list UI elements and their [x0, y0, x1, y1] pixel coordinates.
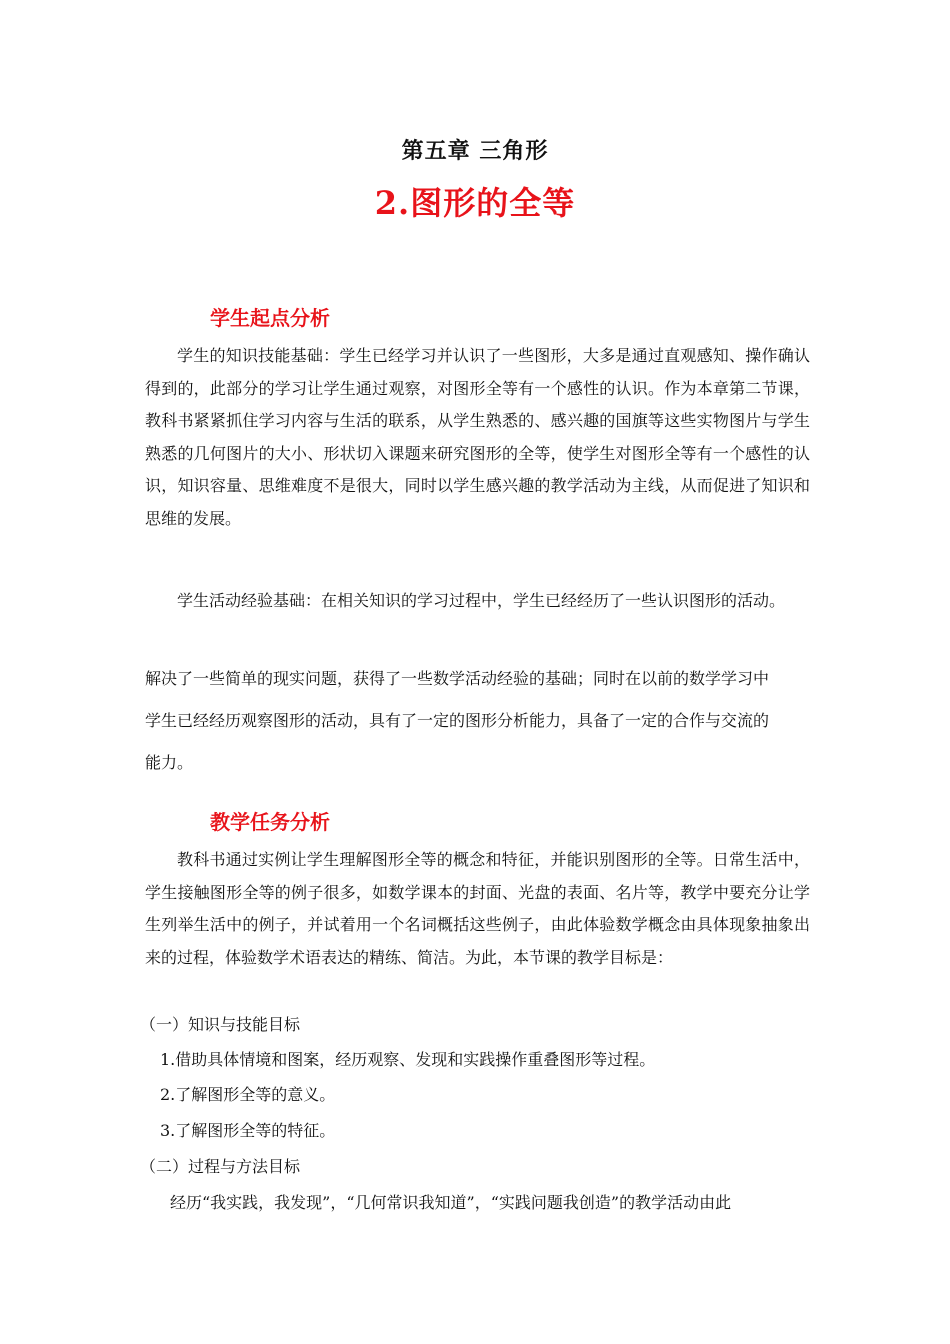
- goal-process-methods-title: （二）过程与方法目标: [140, 1157, 301, 1176]
- paragraph-teaching-task: 教科书通过实例让学生理解图形全等的概念和特征，并能识别图形的全等。日常生活中，学生接触图形全等的例子很多，如数学课本的封面、光盘的表面、名片等，教学中要充分让学生列举生活中的例子，并试着用一个名词概括这些例子，由此体验数学概念由具体现象抽象出来的过程，体验数学术语表达的精练、简洁。为此，本节课的教学目标是：: [145, 850, 810, 967]
- paragraph-continuation-line-2: 学生已经经历观察图形的活动，具有了一定的图形分析能力，具备了一定的合作与交流的: [145, 711, 770, 730]
- goal-knowledge-skills-title: （一）知识与技能目标: [140, 1015, 301, 1034]
- section-heading-student-analysis: 学生起点分析: [210, 306, 330, 330]
- goal-item-1: 1.借助具体情境和图案，经历观察、发现和实践操作重叠图形等过程。: [160, 1050, 656, 1069]
- goal-item-2: 2.了解图形全等的意义。: [160, 1085, 336, 1104]
- goal-process-paragraph: 经历“我实践，我发现”，“几何常识我知道”，“实践问题我创造”的教学活动由此: [170, 1193, 732, 1212]
- goal-item-3: 3.了解图形全等的特征。: [160, 1121, 336, 1140]
- paragraph-continuation-line-1: 解决了一些简单的现实问题，获得了一些数学活动经验的基础；同时在以前的数学学习中: [145, 669, 770, 688]
- paragraph-continuation-line-3: 能力。: [145, 753, 194, 772]
- paragraph-knowledge-basis: 学生的知识技能基础：学生已经学习并认识了一些图形，大多是通过直观感知、操作确认得到的，此部分的学习让学生通过观察，对图形全等有一个感性的认识。作为本章第二节课，教科书紧紧抓住学习内容与生活的联系，从学生熟悉的、感兴趣的国旗等这些实物图片与学生熟悉的几何图片的大小、形状切入课题来研究图形的全等，使学生对图形全等有一个感性的认识，知识容量、思维难度不是很大，同时以学生感兴趣的教学活动为主线，从而促进了知识和思维的发展。: [145, 346, 810, 528]
- paragraph-activity-basis: 学生活动经验基础：在相关知识的学习过程中，学生已经经历了一些认识图形的活动。: [177, 591, 786, 610]
- chapter-heading: 第五章 三角形: [401, 138, 549, 164]
- section-heading-teaching-task: 教学任务分析: [210, 810, 330, 834]
- lesson-title: 2.图形的全等: [374, 184, 576, 222]
